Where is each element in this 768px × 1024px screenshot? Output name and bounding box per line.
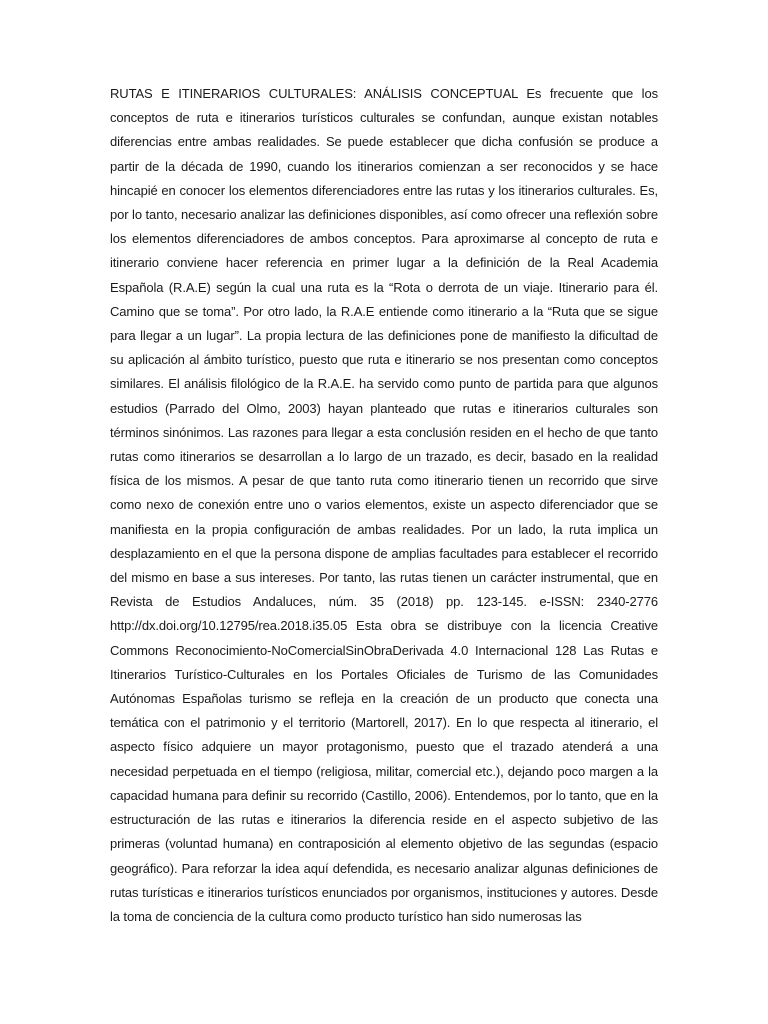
body-paragraph: RUTAS E ITINERARIOS CULTURALES: ANÁLISIS CONCEPTUAL Es frecuente que los conceptos de ruta e itinerarios turísticos culturales se confundan, aunque existan notables diferencias entre ambas realidades. Se puede establecer que dicha confusión se produce a partir de la década de 1990, cuando los itinerarios comienzan a ser reconocidos y se hace hincapié en conocer los elementos diferenciadores entre las rutas y los itinerarios culturales. Es, por lo tanto, necesario analizar las definiciones disponibles, así como ofrecer una reflexión sobre los elementos diferenciadores de ambos conceptos. Para aproximarse al concepto de ruta e itinerario conviene hacer referencia en primer lugar a la definición de la Real Academia Española (R.A.E) según la cual una ruta es la “Rota o derrota de un viaje. Itinerario para él. Camino que se toma”. Por otro lado, la R.A.E entiende como itinerario a la “Ruta que se sigue para llegar a un lugar”. La propia lectura de las definiciones pone de manifiesto la dificultad de su aplicación al ámbito turístico, puesto que ruta e itinerario se nos presentan como conceptos similares. El análisis filológico de la R.A.E. ha servido como punto de partida para que algunos estudios (Parrado del Olmo, 2003) hayan planteado que rutas e itinerarios culturales son términos sinónimos. Las razones para llegar a esta conclusión residen en el hecho de que tanto rutas como itinerarios se desarrollan a lo largo de un trazado, es decir, basado en la realidad física de los mismos. A pesar de que tanto ruta como itinerario tienen un recorrido que sirve como nexo de conexión entre uno o varios elementos, existe un aspecto diferenciador que se manifiesta en la propia configuración de ambas realidades. Por un lado, la ruta implica un desplazamiento en el que la persona dispone de amplias facultades para establecer el recorrido del mismo en base a sus intereses. Por tanto, las rutas tienen un carácter instrumental, que en Revista de Estudios Andaluces, núm. 35 (2018) pp. 123-145. e-ISSN: 2340-2776 http://dx.doi.org/10.12795/rea.2018.i35.05 Esta obra se distribuye con la licencia Creative Commons Reconocimiento-NoComercialSinObraDerivada 4.0 Internacional 128 Las Rutas e Itinerarios Turístico-Culturales en los Portales Oficiales de Turismo de las Comunidades Autónomas Españolas turismo se refleja en la creación de un producto que conecta una temática con el patrimonio y el territorio (Martorell, 2017). En lo que respecta al itinerario, el aspecto físico adquiere un mayor protagonismo, puesto que el trazado atenderá a una necesidad perpetuada en el tiempo (religiosa, militar, comercial etc.), dejando poco margen a la capacidad humana para definir su recorrido (Castillo, 2006). Entendemos, por lo tanto, que en la estructuración de las rutas e itinerarios la diferencia reside en el aspecto subjetivo de las primeras (voluntad humana) en contraposición al elemento objetivo de las segundas (espacio geográfico). Para reforzar la idea aquí defendida, es necesario analizar algunas definiciones de rutas turísticas e itinerarios turísticos enunciados por organismos, instituciones y autores. Desde la toma de conciencia de la cultura como producto turístico han sido numerosas las [110,86,658,924]
